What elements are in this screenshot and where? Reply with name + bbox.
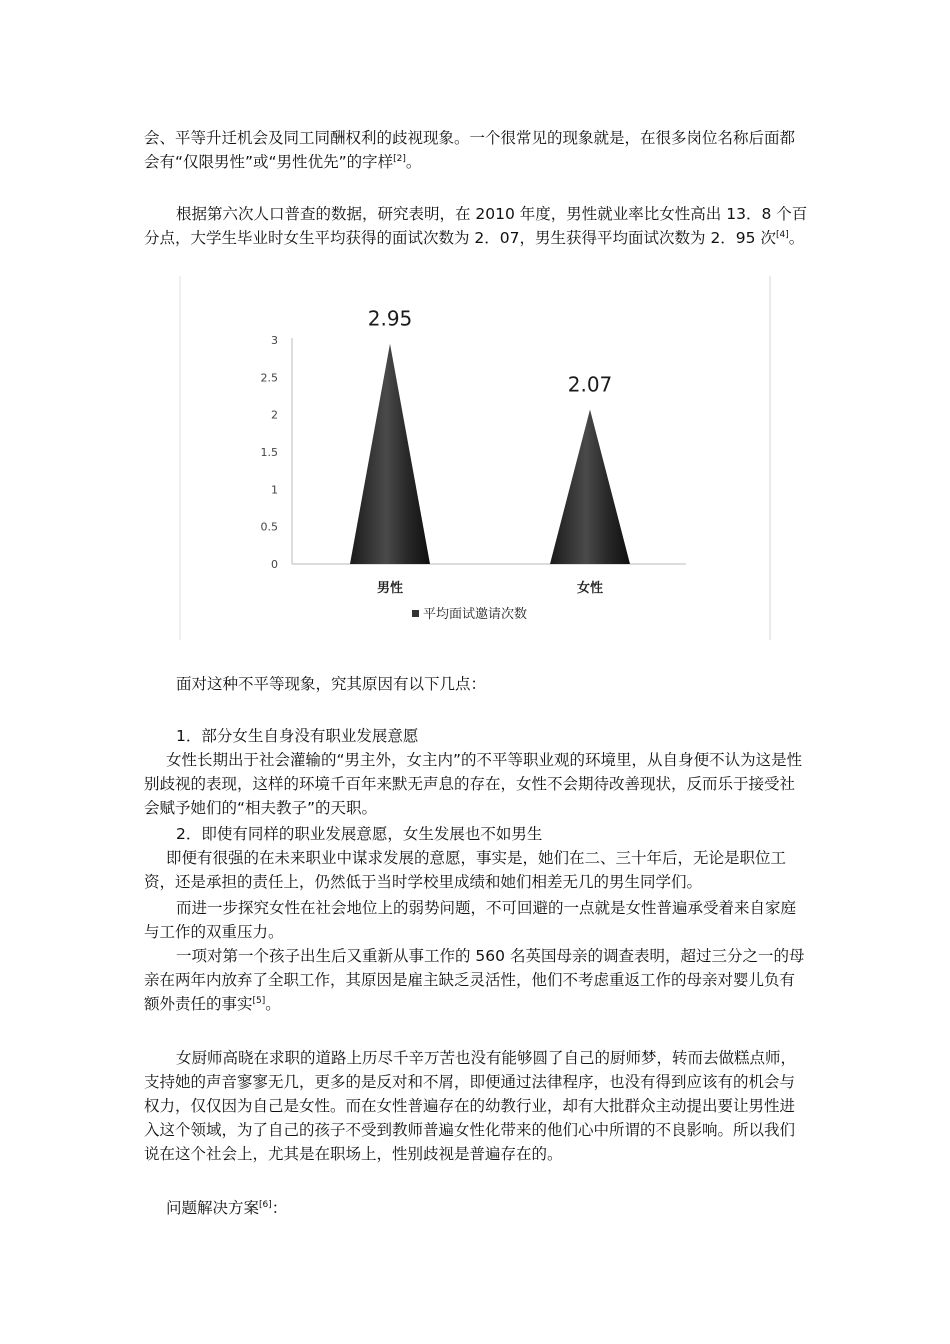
heading-reason-1 [144, 724, 808, 748]
heading-text: 2．即使有同样的职业发展意愿，女生发展也不如男生 [176, 825, 543, 843]
y-axis-ticks [261, 334, 279, 571]
paragraph-end: 。 [405, 153, 422, 171]
y-tick-label: 0.5 [260, 520, 278, 534]
paragraph-reason-2 [144, 846, 808, 894]
citation-ref: [4] [775, 230, 789, 240]
paragraph-solutions [144, 1196, 808, 1220]
paragraph-text: 一项对第一个孩子出生后又重新从事工作的 560 名英国母亲的调查表明，超过三分之一的母亲在两年内放弃了全职工作，其原因是雇主缺乏灵活性，他们不考虑重返工作的母亲对婴儿负有额外责任的事实 [144, 947, 805, 1013]
y-tick-label: 1 [271, 483, 278, 497]
citation-ref: [6] [259, 1200, 272, 1210]
data-label: 2.07 [567, 372, 613, 397]
bar-series [350, 307, 630, 564]
citation-ref: [5] [252, 996, 266, 1006]
paragraph-end: ： [271, 1199, 288, 1217]
paragraph-census [144, 202, 808, 250]
paragraph-reasons-intro [144, 672, 808, 696]
paragraph-chef-case [144, 1046, 808, 1166]
legend-swatch [412, 610, 419, 617]
paragraph-reason-1 [144, 748, 808, 820]
citation-ref: [2] [393, 154, 406, 164]
paragraph-text: 会、平等升迁机会及同工同酬权利的歧视现象。一个很常见的现象就是，在很多岗位名称后面都会有“仅限男性”或“男性优先”的字样 [144, 129, 796, 171]
paragraph-end: 。 [265, 995, 281, 1013]
y-tick-label: 0 [271, 558, 278, 571]
y-tick-label: 2.5 [260, 371, 278, 385]
paragraph-text: 女性长期出于社会灌输的“男主外，女主内”的不平等职业观的环境里，从自身便不认为这是性别歧视的表现，这样的环境千百年来默无声息的存在，女性不会期待改善现状，反而乐于接受社会赋予她们的“相夫教子”的天职。 [144, 751, 803, 817]
interview-chart [178, 272, 774, 644]
y-tick-label: 1.5 [260, 446, 278, 459]
paragraph-text: 即便有很强的在未来职业中谋求发展的意愿，事实是，她们在二、三十年后，无论是职位工资，还是承担的责任上，仍然低于当时学校里成绩和她们相差无几的男生同学们。 [144, 849, 787, 891]
legend-label: 平均面试邀请次数 [423, 607, 528, 622]
paragraph-text: 问题解决方案 [166, 1199, 260, 1217]
heading-text: 1．部分女生自身没有职业发展意愿 [176, 727, 419, 745]
paragraph-text: 根据第六次人口普查的数据，研究表明，在 2010 年度，男性就业率比女性高出 13．8 个百分点，大学生毕业时女生平均获得的面试次数为 2．07，男生获得平均面试次数为 2．95 次 [144, 205, 808, 247]
chart-legend [412, 606, 527, 622]
data-label: 2.95 [367, 306, 413, 331]
cone-bar [350, 344, 430, 564]
paragraph-double-pressure [144, 896, 808, 944]
x-tick-label: 男性 [376, 581, 404, 596]
paragraph-text: 女厨师高晓在求职的道路上历尽千辛万苦也没有能够圆了自己的厨师梦，转而去做糕点师，支持她的声音寥寥无几，更多的是反对和不屑，即便通过法律程序，也没有得到应该有的机会与权力，仅仅因为自己是女性。而在女性普遍存在的幼教行业，却有大批群众主动提出要让男性进入这个领域，为了自己的孩子不受到教师普遍女性化带来的他们心中所谓的不良影响。所以我们说在这个社会上，尤其是在职场上，性别歧视是普遍存在的。 [144, 1049, 797, 1163]
x-tick-label: 女性 [576, 581, 604, 596]
cone-bar [550, 409, 630, 564]
x-axis-labels [377, 580, 603, 596]
paragraph-text: 面对这种不平等现象，究其原因有以下几点： [176, 675, 487, 693]
y-tick-label: 3 [271, 334, 278, 347]
chart-svg [178, 272, 774, 644]
paragraph-end: 。 [788, 229, 805, 247]
heading-reason-2 [144, 822, 808, 846]
paragraph-discrimination [144, 126, 808, 174]
paragraph-uk-survey [144, 944, 808, 1016]
paragraph-text: 而进一步探究女性在社会地位上的弱势问题，不可回避的一点就是女性普遍承受着来自家庭与工作的双重压力。 [144, 899, 797, 941]
y-tick-label: 2 [271, 408, 278, 422]
